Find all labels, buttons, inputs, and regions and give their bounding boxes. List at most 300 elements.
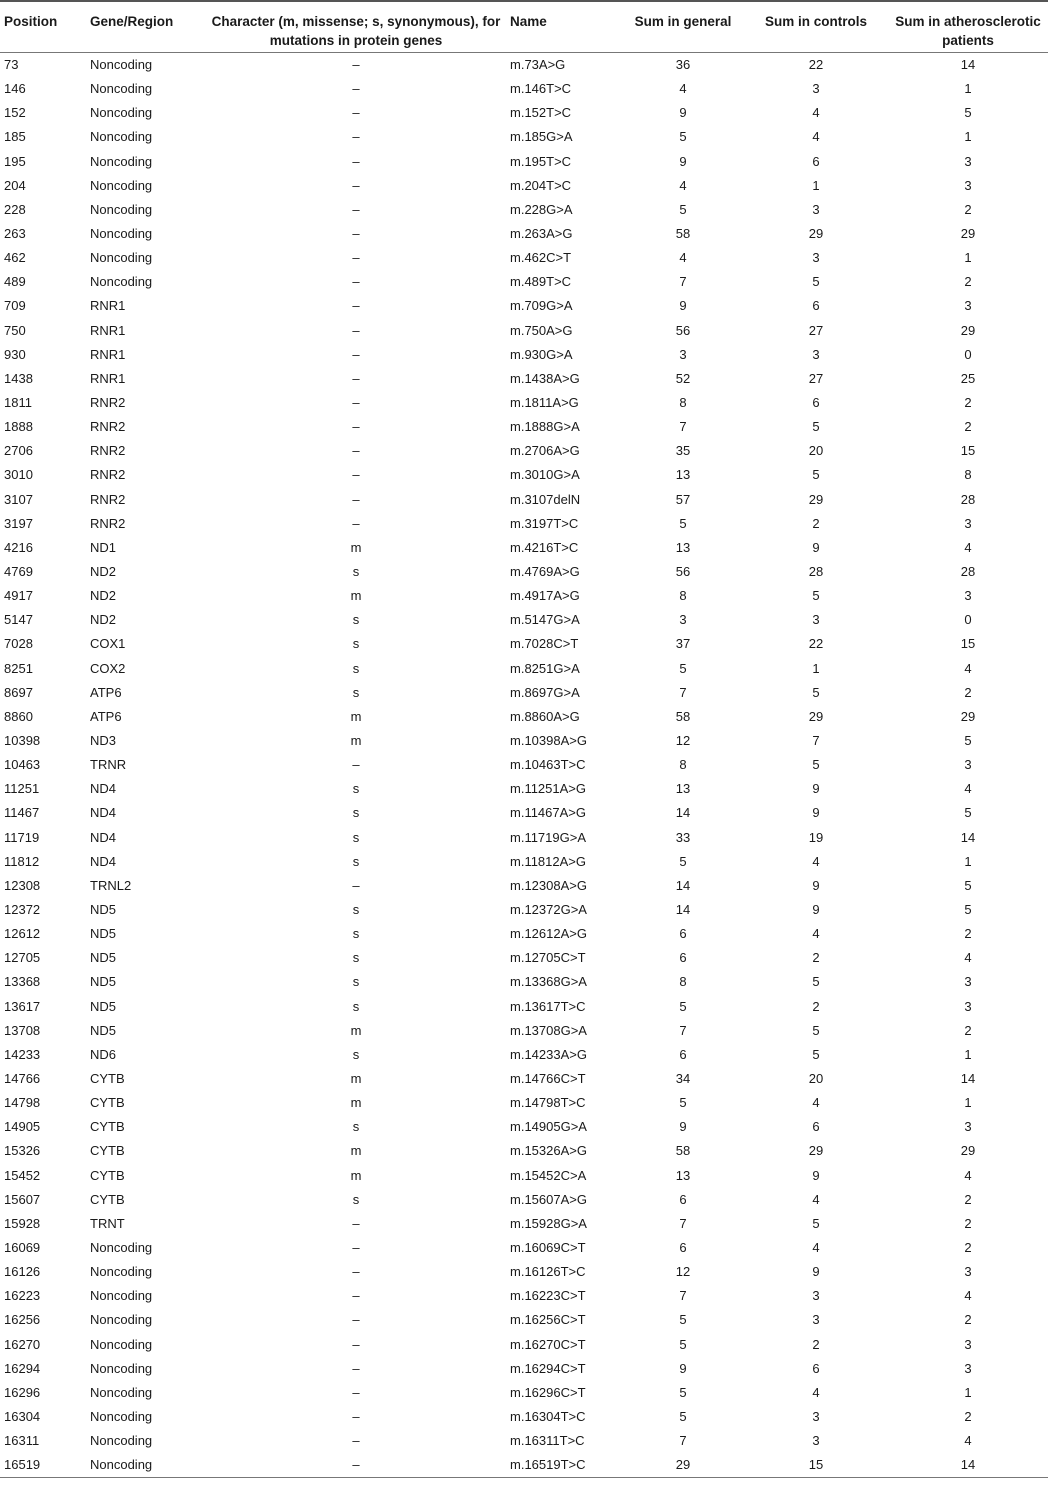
cell-sum-general: 5 [679,660,687,676]
cell-character: – [352,1360,360,1376]
cell-character: – [352,757,360,773]
cell-sum-general: 52 [675,370,691,386]
cell-position: 15928 [4,1215,41,1231]
header-sum-atherosclerotic: Sum in atherosclerotic patients [888,1,1048,53]
cell-sum-general: 13 [675,781,691,797]
cell-sum-general: 5 [679,998,687,1014]
cell-gene-region: RNR2 [90,395,126,411]
table-row [0,415,1048,439]
cell-position: 228 [4,201,26,217]
cell-name: m.146T>C [510,81,572,97]
cell-sum-atherosclerotic: 5 [964,805,972,821]
cell-name: m.1438A>G [510,370,580,386]
cell-sum-general: 5 [679,515,687,531]
cell-gene-region: Noncoding [90,274,153,290]
cell-gene-region: ND5 [90,950,117,966]
cell-sum-controls: 4 [812,853,820,869]
cell-sum-atherosclerotic: 4 [964,1288,972,1304]
cell-character: s [352,1046,360,1062]
cell-gene-region: Noncoding [90,1384,153,1400]
cell-position: 14766 [4,1070,41,1086]
cell-gene-region: ND2 [90,612,117,628]
cell-character: – [352,81,360,97]
cell-sum-controls: 29 [808,708,824,724]
cell-gene-region: RNR2 [90,443,126,459]
cell-sum-general: 14 [675,877,691,893]
cell-sum-controls: 9 [812,1167,820,1183]
cell-position: 462 [4,250,26,266]
cell-sum-general: 12 [675,1264,691,1280]
table-row [0,1357,1048,1381]
cell-sum-atherosclerotic: 3 [964,974,972,990]
cell-sum-atherosclerotic: 25 [960,370,976,386]
cell-position: 195 [4,153,26,169]
cell-sum-controls: 22 [808,57,824,73]
cell-name: m.263A>G [510,226,573,242]
cell-sum-controls: 27 [808,370,824,386]
table-row [0,874,1048,898]
cell-name: m.204T>C [510,177,572,193]
cell-name: m.16304T>C [510,1408,586,1424]
cell-sum-atherosclerotic: 2 [964,201,972,217]
cell-gene-region: Noncoding [90,81,153,97]
cell-sum-atherosclerotic: 4 [964,781,972,797]
cell-name: m.16294C>T [510,1360,586,1376]
cell-gene-region: CYTB [90,1143,125,1159]
cell-gene-region: ND5 [90,926,117,942]
cell-sum-atherosclerotic: 28 [960,491,976,507]
cell-sum-atherosclerotic: 1 [964,250,972,266]
cell-sum-general: 58 [675,708,691,724]
cell-sum-general: 5 [679,201,687,217]
cell-character: – [352,1215,360,1231]
cell-gene-region: ND4 [90,853,117,869]
header-row [0,1,1048,53]
cell-sum-atherosclerotic: 4 [964,1433,972,1449]
cell-gene-region: CYTB [90,1095,125,1111]
cell-gene-region: CYTB [90,1119,125,1135]
cell-character: s [352,950,360,966]
cell-sum-controls: 7 [812,733,820,748]
cell-character: – [352,395,360,411]
cell-sum-atherosclerotic: 29 [960,322,976,338]
cell-sum-controls: 5 [812,419,820,435]
cell-sum-controls: 1 [812,177,820,193]
cell-character: – [352,1384,360,1400]
cell-position: 15452 [4,1167,41,1183]
table-row [0,125,1048,149]
cell-position: 15607 [4,1191,41,1207]
table-row [0,439,1048,463]
table-row [0,343,1048,367]
cell-position: 16223 [4,1288,41,1304]
table-row [0,1260,1048,1284]
cell-sum-controls: 4 [812,1095,820,1111]
cell-position: 11251 [4,781,40,797]
table-row [0,681,1048,705]
cell-sum-general: 6 [679,1046,687,1062]
cell-name: m.16519T>C [508,1453,622,1478]
table-row [0,150,1048,174]
cell-sum-general: 7 [679,1433,687,1449]
cell-name: m.73A>G [510,57,566,73]
cell-character: s [352,1119,360,1135]
cell-character: – [352,346,360,362]
cell-name: m.11467A>G [510,805,587,821]
cell-character: – [352,419,360,435]
cell-sum-general: 34 [675,1070,691,1086]
table-row [0,1019,1048,1043]
cell-sum-general: 5 [679,1408,687,1424]
cell-name: m.2706A>G [510,443,580,459]
cell-sum-general: 5 [679,853,687,869]
table-row [0,994,1048,1018]
cell-character: m [350,708,362,724]
cell-character: s [352,901,360,917]
table-row [0,1332,1048,1356]
cell-position: 10398 [4,733,41,748]
cell-position: 3107 [4,491,33,507]
cell-character: m [350,733,362,748]
cell-sum-controls: 2 [812,1336,820,1352]
cell-character: s [352,926,360,942]
cell-name: m.3197T>C [510,515,579,531]
cell-character: – [352,57,360,73]
cell-sum-controls: 3 [812,1408,820,1424]
cell-sum-controls: 3 [812,250,820,266]
cell-sum-general: 8 [679,588,687,604]
cell-character: – [352,226,360,242]
cell-position: 14798 [4,1095,41,1111]
cell-gene-region: COX1 [90,636,126,652]
cell-sum-general: 29 [622,1453,744,1478]
cell-position: 8860 [4,708,33,724]
cell-name: m.1811A>G [510,395,579,411]
cell-position: 12612 [4,926,41,942]
cell-position: 16126 [4,1264,41,1280]
cell-sum-atherosclerotic: 2 [964,419,972,435]
cell-gene-region: Noncoding [90,226,153,242]
cell-sum-atherosclerotic: 3 [964,298,972,314]
cell-gene-region: RNR1 [90,370,126,386]
cell-name: m.15452C>A [510,1167,587,1183]
cell-sum-controls: 9 [812,1264,820,1280]
cell-character: s [352,781,360,797]
cell-sum-general: 5 [679,1384,687,1400]
cell-character: – [352,1288,360,1304]
cell-name: m.195T>C [510,153,572,169]
cell-sum-general: 58 [675,1143,691,1159]
cell-character: – [352,443,360,459]
cell-character: – [352,1408,360,1424]
cell-position: 2706 [4,443,33,459]
cell-sum-controls: 3 [812,201,820,217]
cell-character: m [350,1167,362,1183]
cell-position: 4216 [4,539,33,555]
cell-sum-general: 9 [679,105,687,121]
cell-sum-general: 6 [679,1239,687,1255]
cell-character: – [204,1453,508,1478]
cell-sum-controls: 9 [812,805,820,821]
table-row [0,463,1048,487]
cell-name: m.11812A>G [510,853,587,869]
cell-gene-region: Noncoding [90,177,153,193]
cell-name: m.15326A>G [510,1143,587,1159]
cell-position: 13708 [4,1022,41,1038]
cell-name: m.228G>A [510,201,573,217]
cell-position: 489 [4,274,26,290]
cell-sum-atherosclerotic: 29 [960,708,976,724]
cell-character: – [352,1264,360,1280]
table-row [0,1381,1048,1405]
cell-gene-region: Noncoding [90,1264,153,1280]
cell-position: 3197 [4,515,33,531]
cell-sum-controls: 5 [812,974,820,990]
cell-position: 1811 [4,395,32,411]
table-row [0,1405,1048,1429]
cell-sum-general: 9 [679,153,687,169]
cell-name: m.489T>C [510,274,572,290]
cell-gene-region: RNR2 [90,467,126,483]
cell-sum-atherosclerotic: 15 [960,636,976,652]
table-row [0,560,1048,584]
cell-sum-atherosclerotic: 2 [964,1239,972,1255]
cell-position: 930 [4,346,26,362]
cell-gene-region: CYTB [90,1167,125,1183]
cell-gene-region: ATP6 [90,708,122,724]
cell-name: m.14233A>G [510,1046,587,1062]
cell-name: m.4917A>G [510,588,580,604]
cell-position: 15326 [4,1143,41,1159]
cell-position: 12308 [4,877,41,893]
cell-sum-atherosclerotic: 3 [964,153,972,169]
cell-sum-general: 12 [675,733,691,748]
cell-name: m.462C>T [510,250,572,266]
cell-character: m [350,588,362,604]
cell-sum-atherosclerotic: 8 [964,467,972,483]
cell-character: s [352,612,360,628]
cell-character: – [352,467,360,483]
cell-sum-general: 7 [679,1288,687,1304]
cell-sum-controls: 5 [812,467,820,483]
table-row [0,198,1048,222]
cell-sum-atherosclerotic: 5 [964,877,972,893]
cell-character: s [352,564,360,580]
cell-name: m.1888G>A [510,419,580,435]
cell-sum-controls: 5 [812,684,820,700]
cell-sum-atherosclerotic: 28 [960,564,976,580]
cell-sum-controls: 3 [812,1312,820,1328]
cell-sum-atherosclerotic: 3 [964,998,972,1014]
cell-sum-general: 6 [679,926,687,942]
cell-gene-region: ND4 [90,829,117,845]
cell-sum-general: 9 [679,298,687,314]
cell-sum-atherosclerotic: 3 [964,1360,972,1376]
cell-name: m.15607A>G [510,1191,587,1207]
table-row [0,970,1048,994]
cell-character: – [352,153,360,169]
cell-name: m.15928G>A [510,1215,587,1231]
cell-sum-atherosclerotic: 2 [964,395,972,411]
cell-name: m.16296C>T [510,1384,586,1400]
cell-sum-atherosclerotic: 5 [964,901,972,917]
cell-sum-controls: 20 [808,443,824,459]
cell-sum-controls: 4 [812,129,820,145]
cell-character: – [352,129,360,145]
table-row [0,657,1048,681]
cell-character: s [352,829,360,845]
cell-character: s [352,998,360,1014]
cell-position: 3010 [4,467,33,483]
cell-sum-general: 5 [679,1312,687,1328]
cell-gene-region: Noncoding [90,1239,153,1255]
table-row [0,922,1048,946]
cell-gene-region: ND5 [90,1022,117,1038]
cell-sum-atherosclerotic: 4 [964,660,972,676]
cell-character: s [352,853,360,869]
cell-position: 10463 [4,757,41,773]
header-position: Position [0,1,88,53]
cell-gene-region: ND2 [90,564,117,580]
cell-position: 152 [4,105,26,121]
cell-character: – [352,1312,360,1328]
table-row [0,512,1048,536]
table-row [0,1236,1048,1260]
cell-sum-atherosclerotic: 5 [964,733,972,748]
cell-gene-region: Noncoding [90,1433,153,1449]
cell-name: m.16069C>T [510,1239,586,1255]
cell-sum-general: 5 [679,1336,687,1352]
table-row [0,1115,1048,1139]
cell-name: m.8697G>A [510,684,580,700]
table-row [0,536,1048,560]
cell-sum-atherosclerotic: 1 [964,81,972,97]
table-row [0,1163,1048,1187]
cell-position: 185 [4,129,26,145]
table-row [0,753,1048,777]
cell-sum-general: 13 [675,539,691,555]
table-row [0,584,1048,608]
cell-sum-atherosclerotic: 1 [964,1384,972,1400]
cell-sum-atherosclerotic: 2 [964,1408,972,1424]
table-row [0,367,1048,391]
cell-sum-atherosclerotic: 15 [960,443,976,459]
table-row [0,294,1048,318]
cell-position: 5147 [4,612,33,628]
cell-sum-general: 4 [679,250,687,266]
cell-sum-general: 8 [679,395,687,411]
cell-gene-region: Noncoding [90,129,153,145]
cell-position: 7028 [4,636,33,652]
cell-gene-region: ND6 [90,1046,117,1062]
cell-sum-controls: 3 [812,1288,820,1304]
table-row [0,705,1048,729]
cell-sum-atherosclerotic: 1 [964,853,972,869]
cell-sum-controls: 6 [812,395,820,411]
cell-sum-controls: 3 [812,612,820,628]
cell-sum-general: 3 [679,612,687,628]
table-row [0,391,1048,415]
table-body [0,53,1048,1478]
cell-gene-region: Noncoding [90,1336,153,1352]
cell-position: 1888 [4,419,33,435]
cell-position: 11812 [4,853,40,869]
cell-gene-region: ND4 [90,805,117,821]
cell-sum-controls: 4 [812,1384,820,1400]
cell-sum-general: 7 [679,274,687,290]
cell-gene-region: RNR2 [90,419,126,435]
cell-character: m [350,1070,362,1086]
cell-sum-controls: 4 [812,926,820,942]
cell-sum-controls: 9 [812,901,820,917]
cell-position: 16304 [4,1408,41,1424]
table-row [0,488,1048,512]
cell-name: m.3010G>A [510,467,580,483]
cell-gene-region: TRNR [90,757,127,773]
cell-name: m.4216T>C [510,539,579,555]
cell-gene-region: RNR1 [90,322,126,338]
cell-sum-controls: 9 [812,539,820,555]
cell-position: 13368 [4,974,41,990]
cell-sum-atherosclerotic: 3 [964,1264,972,1280]
table-row [0,1284,1048,1308]
cell-gene-region: Noncoding [90,153,153,169]
cell-position: 8251 [4,660,33,676]
cell-position: 16311 [4,1433,40,1449]
cell-character: m [350,1143,362,1159]
cell-character: s [352,805,360,821]
cell-sum-controls: 19 [808,829,824,845]
table-row [0,632,1048,656]
cell-position: 263 [4,226,26,242]
cell-gene-region: TRNT [90,1215,125,1231]
header-character: Character (m, missense; s, synonymous), for mutations in protein genes [204,1,508,53]
cell-sum-atherosclerotic: 14 [960,57,976,73]
cell-position: 11467 [4,805,40,821]
cell-position: 12705 [4,950,41,966]
cell-name: m.16311T>C [510,1433,585,1449]
cell-sum-atherosclerotic: 3 [964,1119,972,1135]
cell-character: – [352,1433,360,1449]
table-row [0,174,1048,198]
cell-character: – [352,1336,360,1352]
cell-sum-atherosclerotic: 2 [964,926,972,942]
cell-sum-atherosclerotic: 29 [960,226,976,242]
cell-sum-atherosclerotic: 2 [964,684,972,700]
cell-sum-controls: 1 [812,660,820,676]
cell-position: 16294 [4,1360,41,1376]
cell-sum-general: 9 [679,1119,687,1135]
cell-name: m.3107delN [510,491,581,507]
cell-name: m.5147G>A [510,612,580,628]
cell-gene-region: Noncoding [90,1360,153,1376]
cell-gene-region: RNR1 [90,298,126,314]
cell-character: – [352,201,360,217]
cell-gene-region: CYTB [90,1191,125,1207]
cell-name: m.4769A>G [510,564,580,580]
cell-sum-general: 36 [675,57,691,73]
cell-sum-atherosclerotic: 3 [964,757,972,773]
cell-name: m.12612A>G [510,926,587,942]
cell-sum-controls: 3 [812,1433,820,1449]
cell-character: – [352,274,360,290]
table-row [0,826,1048,850]
cell-sum-atherosclerotic: 3 [964,1336,972,1352]
cell-gene-region: ND2 [90,588,117,604]
cell-name: m.12705C>T [510,950,586,966]
table-row [0,1212,1048,1236]
table-row [0,608,1048,632]
